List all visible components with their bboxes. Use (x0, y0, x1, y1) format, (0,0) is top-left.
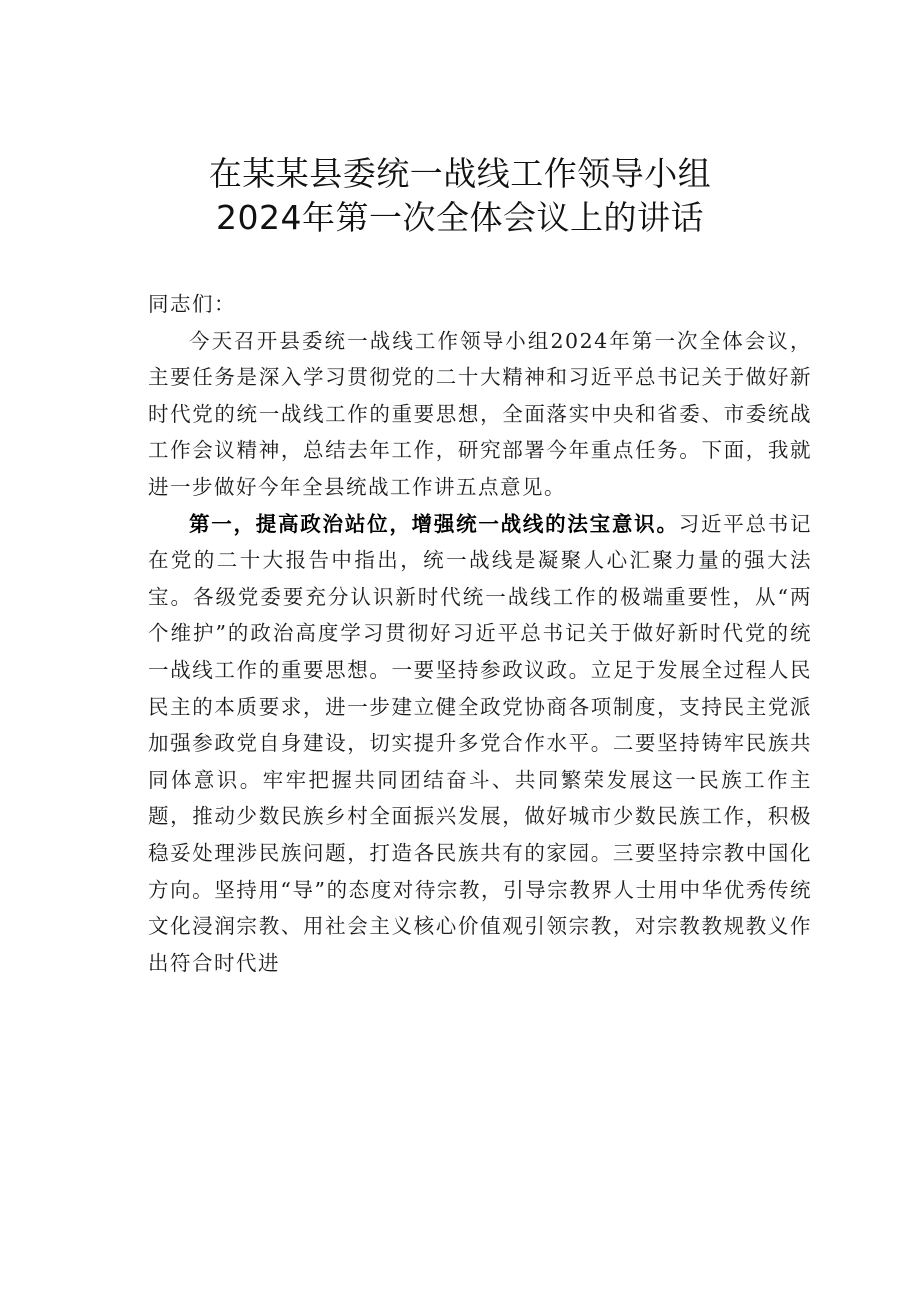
title-line-2: 2024年第一次全体会议上的讲话 (216, 198, 704, 237)
paragraph-point-one-heading: 第一，提高政治站位，增强统一战线的法宝意识。 (189, 511, 679, 536)
title-line-1: 在某某县委统一战线工作领导小组 (208, 154, 712, 193)
document-title (0, 152, 920, 240)
document-body (148, 286, 812, 981)
paragraph-point-one (148, 506, 812, 982)
paragraph-point-one-text: 习近平总书记在党的二十大报告中指出，统一战线是凝聚人心汇聚力量的强大法宝。各级党委要充分认识新时代统一战线工作的极端重要性，从“两个维护”的政治高度学习贯彻好习近平总书记关于做好新时代党的统一战线工作的重要思想。一要坚持参政议政。立足于发展全过程人民民主的本质要求，进一步建立健全政党协商各项制度，支持民主党派加强参政党自身建设，切实提升多党合作水平。二要坚持铸牢民族共同体意识。牢牢把握共同团结奋斗、共同繁荣发展这一民族工作主题，推动少数民族乡村全面振兴发展，做好城市少数民族工作，积极稳妥处理涉民族问题，打造各民族共有的家园。三要坚持宗教中国化方向。坚持用“导”的态度对待宗教，引导宗教界人士用中华优秀传统文化浸润宗教、用社会主义核心价值观引领宗教，对宗教教规教义作出符合时代进 (148, 511, 812, 975)
paragraph-intro: 今天召开县委统一战线工作领导小组2024年第一次全体会议，主要任务是深入学习贯彻党的二十大精神和习近平总书记关于做好新时代党的统一战线工作的重要思想，全面落实中央和省委、市委统战工作会议精神，总结去年工作，研究部署今年重点任务。下面，我就进一步做好今年全县统战工作讲五点意见。 (148, 328, 812, 499)
salutation: 同志们： (148, 292, 236, 316)
